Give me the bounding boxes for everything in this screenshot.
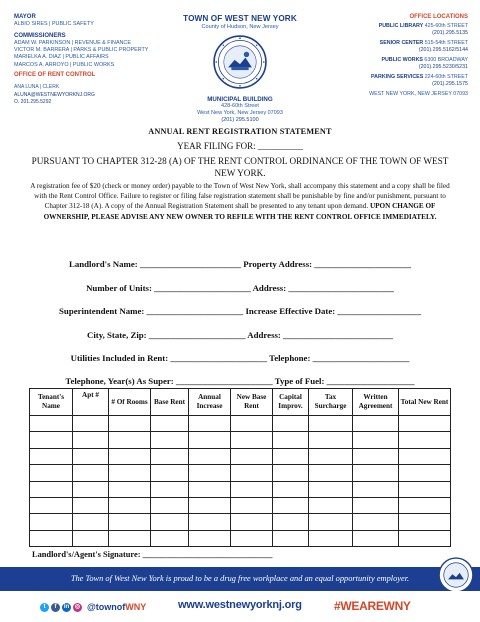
equal-opportunity-banner: The Town of West New York is proud to be a drug free workplace and an equal opportunity employer. (0, 567, 480, 591)
table-row (30, 416, 451, 432)
table-cell[interactable] (30, 530, 73, 546)
table-cell[interactable] (151, 497, 189, 513)
table-cell[interactable] (309, 416, 353, 432)
location-phone: (201).295.5162/5144 (418, 47, 468, 53)
table-row (30, 530, 451, 546)
table-cell[interactable] (309, 530, 353, 546)
table-cell[interactable] (30, 432, 73, 448)
table-cell[interactable] (189, 416, 231, 432)
table-cell[interactable] (189, 481, 231, 497)
field-row-utilities[interactable]: Utilities Included in Rent: ______________________ Telephone: ______________________ (70, 353, 410, 363)
office-heading: OFFICE OF RENT CONTROL (14, 72, 96, 79)
table-cell[interactable] (309, 465, 353, 481)
table-cell[interactable] (273, 481, 309, 497)
commissioner-line: MARCOS A. ARROYO | PUBLIC WORKS (14, 61, 115, 68)
table-cell[interactable] (151, 465, 189, 481)
field-row-city[interactable]: City, State, Zip: ______________________ Address: _________________________ (86, 330, 394, 340)
location-address: 515-54th STREET (424, 40, 468, 46)
table-cell[interactable] (151, 448, 189, 464)
county-line: County of Hudson, New Jersey (201, 24, 279, 30)
field-row-units[interactable]: Number of Units: ______________________ Address: ________________________ (86, 283, 394, 293)
table-cell[interactable] (109, 465, 151, 481)
table-cell[interactable] (399, 530, 451, 546)
field-row-superintendent[interactable]: Superintendent Name: ______________________ Increase Effective Date: ___________________ (59, 306, 421, 316)
table-cell[interactable] (353, 465, 399, 481)
commissioner-line: MARIELKA A. DIAZ | PUBLIC AFFAIRS (14, 54, 109, 61)
handle-suffix: WNY (125, 602, 147, 612)
table-cell[interactable] (399, 465, 451, 481)
table-cell[interactable] (30, 465, 73, 481)
table-cell[interactable] (309, 432, 353, 448)
letterhead-office-locations (318, 14, 468, 98)
instagram-icon[interactable]: ◎ (74, 603, 81, 610)
table-cell[interactable] (189, 530, 231, 546)
table-cell[interactable] (73, 530, 109, 546)
table-cell[interactable] (151, 432, 189, 448)
table-cell[interactable] (231, 497, 273, 513)
location-address: 6300 BROADWAY (424, 57, 468, 63)
table-cell[interactable] (189, 432, 231, 448)
table-cell[interactable] (109, 416, 151, 432)
table-row (30, 481, 451, 497)
locations-heading: OFFICE LOCATIONS (409, 14, 468, 20)
hashtag: #WEAREWNY (334, 599, 411, 613)
location-entry (318, 23, 468, 37)
column-header: Base Rent (151, 389, 189, 416)
commissioners-heading: COMMISSIONERS (14, 32, 66, 39)
column-header: Tenant's Name (30, 389, 73, 416)
table-cell[interactable] (353, 481, 399, 497)
facebook-icon[interactable]: f (51, 603, 60, 612)
table-cell[interactable] (231, 448, 273, 464)
location-name: PARKING SERVICES (371, 74, 424, 80)
table-cell[interactable] (309, 497, 353, 513)
table-cell[interactable] (231, 432, 273, 448)
table-cell[interactable] (73, 497, 109, 513)
table-cell[interactable] (353, 530, 399, 546)
table-cell[interactable] (399, 432, 451, 448)
table-cell[interactable] (109, 448, 151, 464)
handle-prefix: @townof (87, 602, 126, 612)
table-cell[interactable] (151, 481, 189, 497)
table-cell[interactable] (73, 432, 109, 448)
table-cell[interactable] (231, 481, 273, 497)
table-cell[interactable] (399, 481, 451, 497)
instructions-paragraph (24, 181, 456, 222)
column-header: New Base Rent (231, 389, 273, 416)
table-cell[interactable] (231, 530, 273, 546)
location-name: SENIOR CENTER (379, 40, 424, 46)
table-cell[interactable] (109, 481, 151, 497)
table-row (30, 514, 451, 530)
table-cell[interactable] (309, 481, 353, 497)
column-header: Tax Surcharge (309, 389, 353, 416)
town-name: TOWN OF WEST NEW YORK (183, 14, 297, 23)
location-entry (318, 40, 468, 54)
table-cell[interactable] (73, 465, 109, 481)
clerk-email[interactable]: ALUNA@WESTNEWYORKNJ.ORG (14, 91, 95, 98)
table-row (30, 448, 451, 464)
table-cell[interactable] (151, 530, 189, 546)
column-header: Apt # (73, 389, 109, 416)
location-name: PUBLIC LIBRARY (378, 23, 424, 29)
table-cell[interactable] (273, 432, 309, 448)
table-cell[interactable] (273, 465, 309, 481)
table-cell[interactable] (30, 514, 73, 530)
table-cell[interactable] (273, 514, 309, 530)
locations-city: WEST NEW YORK, NEW JERSEY 07093 (369, 91, 468, 97)
building-phone: (201) 295.5100 (221, 117, 259, 123)
table-cell[interactable] (151, 416, 189, 432)
column-header: Written Agreement (353, 389, 399, 416)
website-link[interactable]: www.westnewyorknj.org (178, 599, 302, 611)
table-cell[interactable] (231, 514, 273, 530)
signature-field[interactable]: Landlord's/Agent's Signature: _______________________________ (32, 550, 273, 559)
column-header: Annual Increase (189, 389, 231, 416)
letterhead-officials (14, 14, 164, 106)
table-row (30, 497, 451, 513)
table-header-row (30, 389, 451, 416)
table-cell[interactable] (189, 448, 231, 464)
table-cell[interactable] (73, 481, 109, 497)
table-cell[interactable] (30, 448, 73, 464)
building-street: 428-60th Street (221, 103, 259, 109)
table-cell[interactable] (353, 497, 399, 513)
table-cell[interactable] (73, 448, 109, 464)
table-cell[interactable] (30, 497, 73, 513)
table-cell[interactable] (309, 448, 353, 464)
table-row (30, 465, 451, 481)
table-cell[interactable] (109, 432, 151, 448)
table-cell[interactable] (189, 497, 231, 513)
linkedin-icon[interactable]: in (63, 603, 70, 610)
column-header: Capital Improv. (273, 389, 309, 416)
field-row-super-telephone[interactable]: Telephone, Year(s) As Super: ______________________ Type of Fuel: ____________________ (65, 376, 415, 386)
table-cell[interactable] (399, 416, 451, 432)
clerk-line: ANA LUNA | CLERK (14, 84, 60, 91)
table-cell[interactable] (353, 432, 399, 448)
location-phone: (201).295.5230/5231 (418, 64, 468, 70)
footer-bar (0, 591, 480, 622)
table-cell[interactable] (353, 514, 399, 530)
table-cell[interactable] (273, 497, 309, 513)
letterhead-center (165, 14, 315, 124)
table-cell[interactable] (353, 448, 399, 464)
table-cell[interactable] (309, 514, 353, 530)
table-cell[interactable] (151, 514, 189, 530)
location-phone: (201).295.5135 (432, 30, 468, 36)
location-entry (318, 57, 468, 71)
year-filing-field[interactable]: YEAR FILING FOR: __________ (177, 141, 303, 151)
table-cell[interactable] (109, 514, 151, 530)
twitter-icon[interactable]: t (40, 603, 49, 612)
table-cell[interactable] (399, 497, 451, 513)
town-seal-icon (213, 35, 267, 89)
table-cell[interactable] (30, 481, 73, 497)
tenant-table (29, 388, 451, 547)
location-entry (318, 74, 468, 88)
table-cell[interactable] (273, 416, 309, 432)
commissioner-line: VICTOR M. BARRERA | PARKS & PUBLIC PROPERTY (14, 47, 149, 54)
table-cell[interactable] (273, 530, 309, 546)
table-cell[interactable] (399, 514, 451, 530)
clerk-phone: O. 201.295.5292 (14, 98, 52, 105)
table-cell[interactable] (189, 465, 231, 481)
commissioner-line: ADAM W. PARKINSON | REVENUE & FINANCE (14, 39, 131, 46)
mayor-heading: MAYOR (14, 14, 36, 20)
building-name: MUNICIPAL BUILDING (207, 96, 273, 103)
table-cell[interactable] (231, 416, 273, 432)
location-address: 425-60th STREET (424, 23, 468, 29)
table-cell[interactable] (109, 530, 151, 546)
building-city: West New York, New Jersey 07093 (197, 110, 283, 116)
column-header: Total New Rent (399, 389, 451, 416)
form-title: ANNUAL RENT REGISTRATION STATEMENT (148, 127, 332, 136)
town-seal-icon (438, 557, 474, 593)
field-row-landlord[interactable]: Landlord's Name: _______________________ Property Address: ______________________ (68, 259, 412, 269)
mayor-line: ALBIO SIRES | PUBLIC SAFETY (14, 21, 94, 28)
location-phone: (201).295.1575 (432, 81, 468, 87)
table-cell[interactable] (189, 514, 231, 530)
table-cell[interactable] (231, 465, 273, 481)
instructions-bold-notice: UPON CHANGE OF OWNERSHIP, PLEASE ADVISE ANY NEW OWNER TO REFILE WITH THE RENT CONTROL OFFICE IMMEDIATELY. (43, 202, 437, 221)
table-row (30, 432, 451, 448)
table-cell[interactable] (353, 416, 399, 432)
table-cell[interactable] (30, 416, 73, 432)
table-cell[interactable] (273, 448, 309, 464)
location-name: PUBLIC WORKS (381, 57, 423, 63)
table-cell[interactable] (399, 448, 451, 464)
social-links (40, 602, 146, 612)
instructions-text: A registration fee of $20 (check or money order) payable to the Town of West New York, shall accompany this statement and a copy shall be filed with the Rent Control Office. Failure to register or filing false registration statement shall be punishable by fine and/or punishment, pursuant to Chapter 312-18 (A). A copy of the Annual Registration Statement shall be presented to any tenant upon demand. (30, 182, 450, 211)
table-cell[interactable] (109, 497, 151, 513)
table-cell[interactable] (73, 514, 109, 530)
pursuant-statement: PURSUANT TO CHAPTER 312-28 (A) OF THE RENT CONTROL ORDINANCE OF THE TOWN OF WEST NEW YORK. (31, 156, 449, 178)
social-handle[interactable] (87, 602, 146, 612)
column-header: # Of Rooms (109, 389, 151, 416)
table-cell[interactable] (73, 416, 109, 432)
location-address: 224-60th STREET (424, 74, 468, 80)
